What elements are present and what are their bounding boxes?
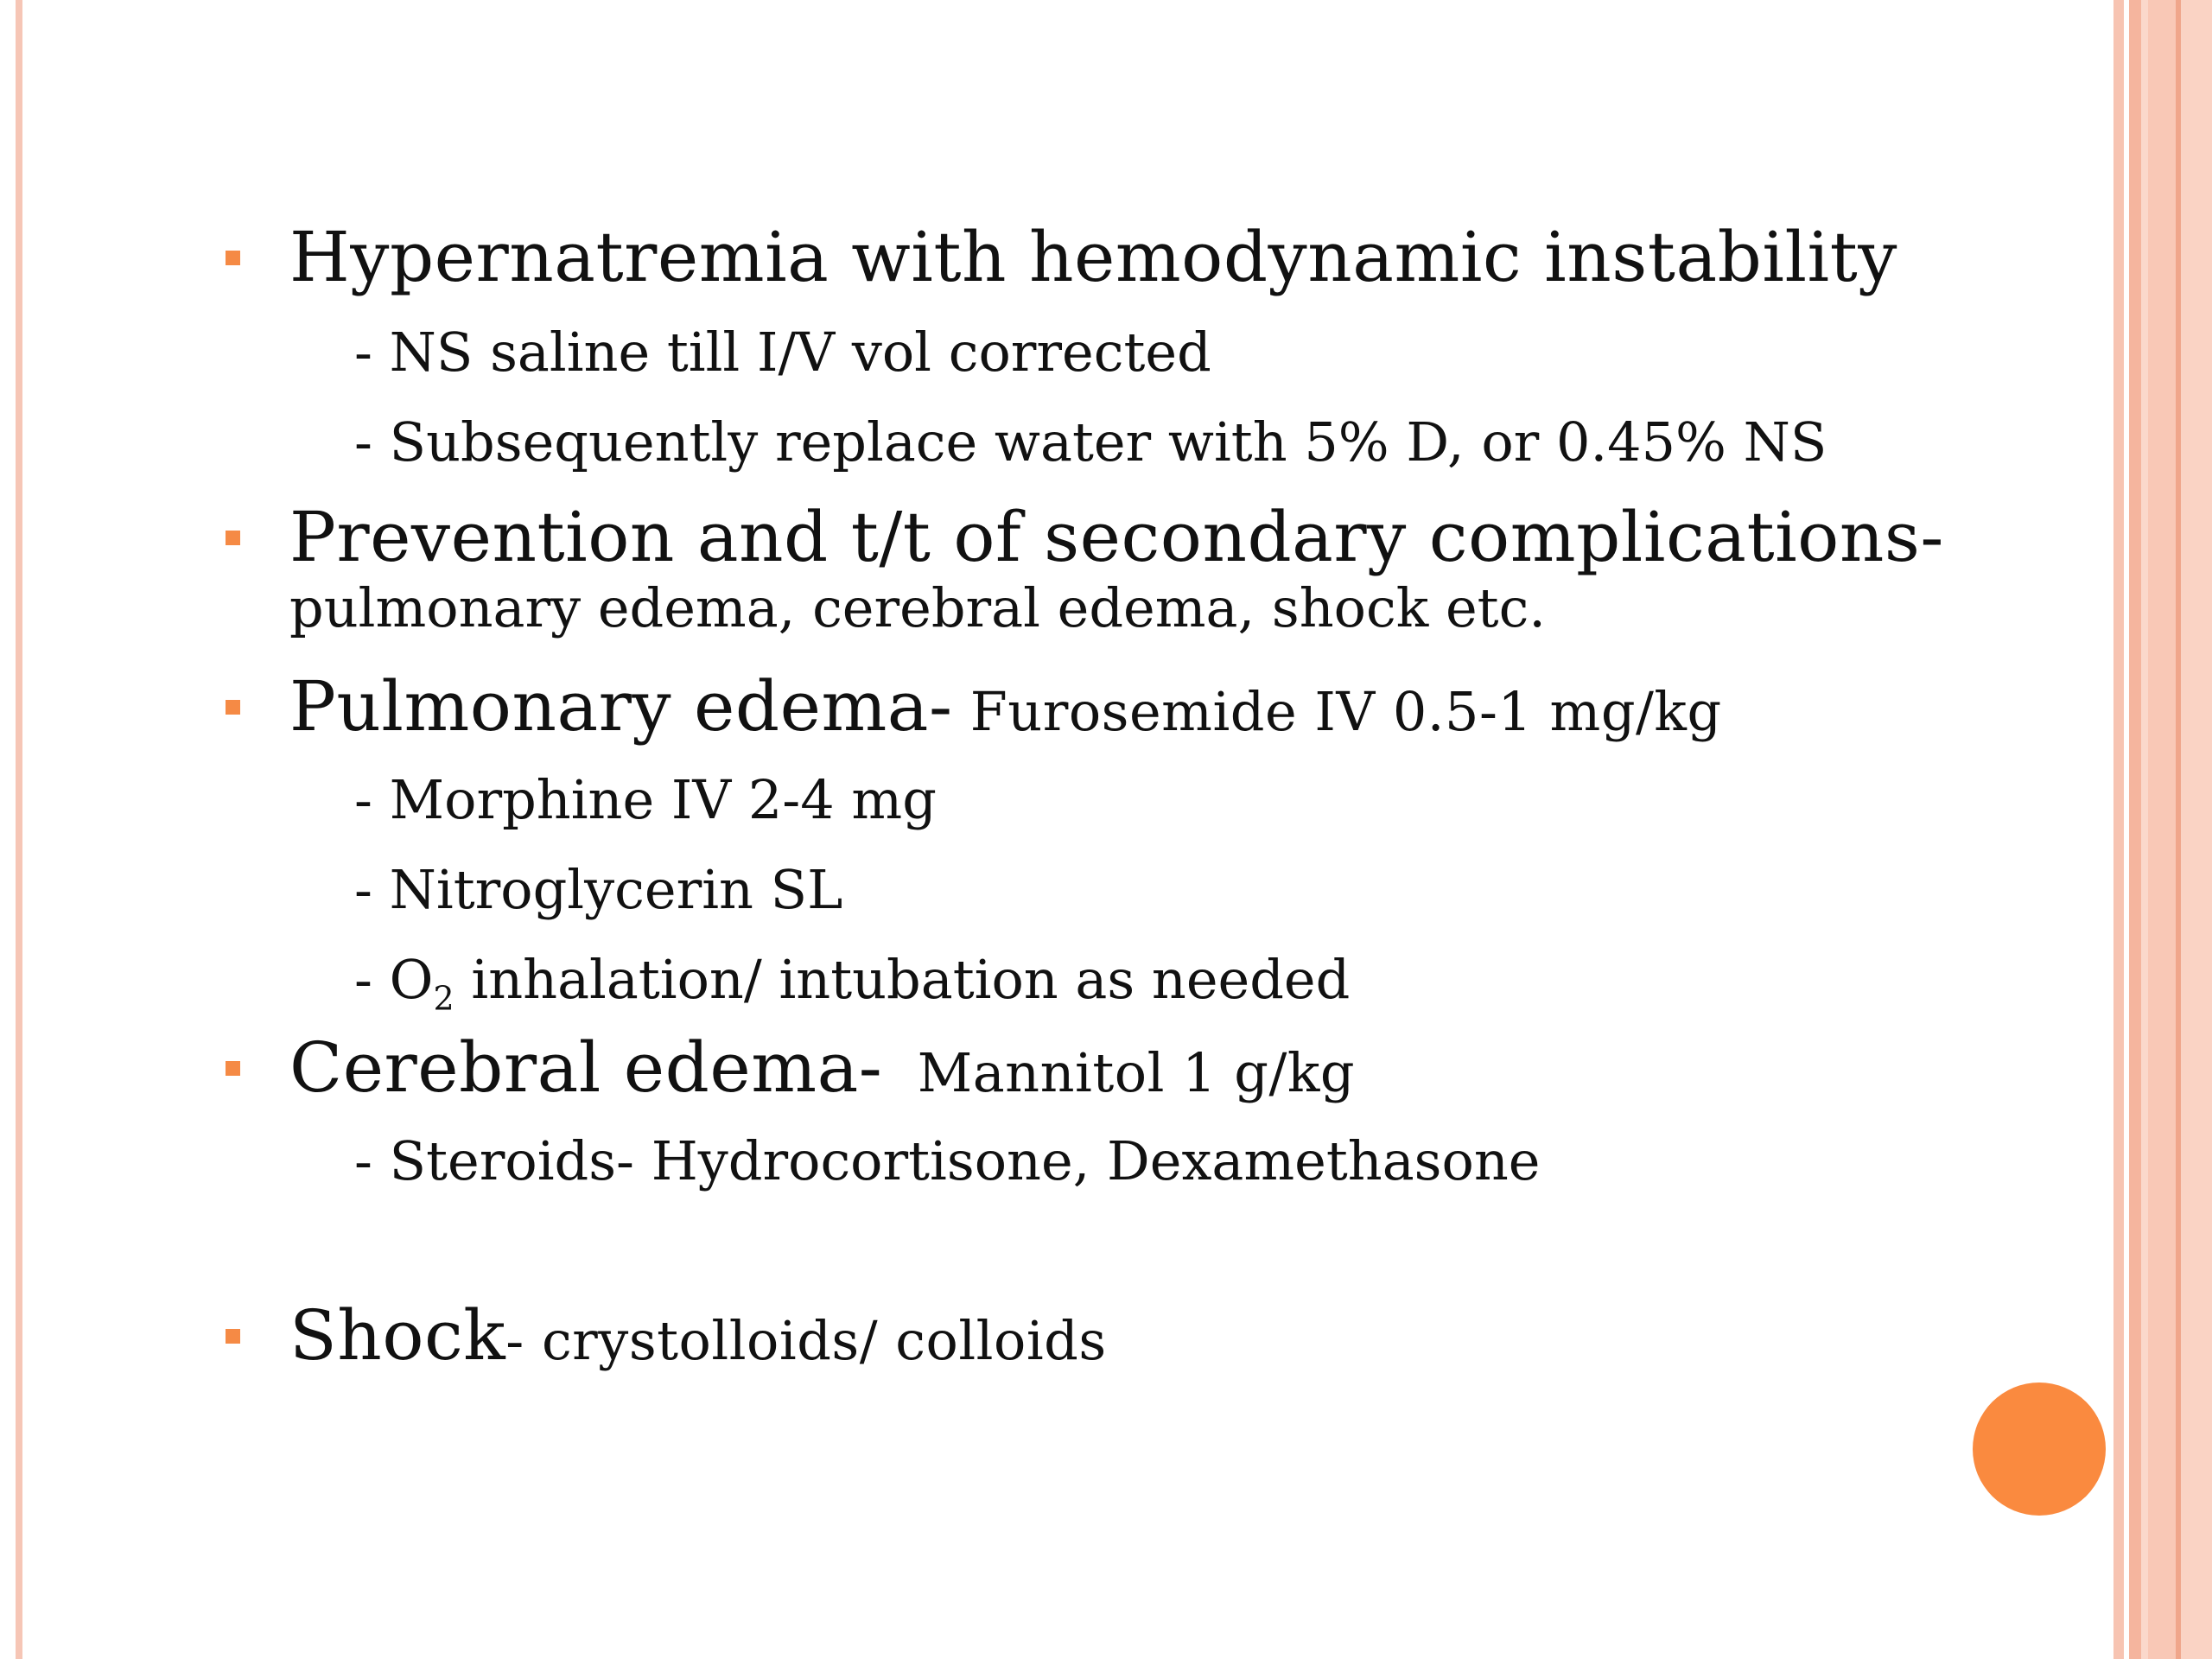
bullet-title: Cerebral edema- <box>289 1027 883 1108</box>
right-decor-stripe <box>2141 0 2148 1659</box>
bullet-pulmonary-edema <box>220 664 2078 755</box>
right-decor-stripe <box>2113 0 2124 1659</box>
sub-item: - NS saline till I/V vol corrected <box>354 321 1211 384</box>
left-border-line <box>16 0 22 1659</box>
slide-content <box>220 214 2078 1384</box>
square-bullet-icon <box>226 700 240 715</box>
bullet-title: Prevention and t/t of secondary complications- <box>289 497 1944 577</box>
sub-item-prefix: - O <box>354 948 434 1011</box>
sub-item: - Morphine IV 2-4 mg <box>354 768 937 831</box>
square-bullet-icon <box>226 1061 240 1076</box>
sub-item: - Nitroglycerin SL <box>354 858 843 921</box>
orange-circle-decoration <box>1973 1382 2106 1516</box>
bullet-continuation: pulmonary edema, cerebral edema, shock etc. <box>289 576 1547 639</box>
bullet-inline-detail: Furosemide IV 0.5-1 mg/kg <box>952 680 1722 743</box>
right-decor-stripe <box>2181 0 2212 1659</box>
bullet-inline-detail: - crystolloids/ colloids <box>505 1309 1107 1372</box>
bullet-cerebral-edema <box>220 1025 2078 1116</box>
sub-item: - Steroids- Hydrocortisone, Dexamethasone <box>354 1129 1541 1192</box>
sub-item: - Subsequently replace water with 5% D, or 0.45% NS <box>354 410 1827 474</box>
square-bullet-icon <box>226 251 240 265</box>
square-bullet-icon <box>226 1329 240 1344</box>
right-decor-stripe <box>2129 0 2141 1659</box>
bullet-shock <box>220 1293 2078 1384</box>
sub-item-o2 <box>220 935 2078 1025</box>
bullet-inline-detail: Mannitol 1 g/kg <box>882 1041 1356 1104</box>
bullet-hypernatremia <box>220 214 2078 301</box>
bullet-title: Hypernatremia with hemodynamic instability <box>289 217 1897 297</box>
right-decor-stripe <box>2148 0 2176 1659</box>
bullet-title: Shock <box>289 1295 506 1376</box>
sub-item-rest: inhalation/ intubation as needed <box>454 948 1351 1011</box>
square-bullet-icon <box>226 531 240 545</box>
subscript: 2 <box>433 979 454 1018</box>
bullet-prevention <box>220 494 2078 581</box>
bullet-title: Pulmonary edema- <box>289 666 953 747</box>
